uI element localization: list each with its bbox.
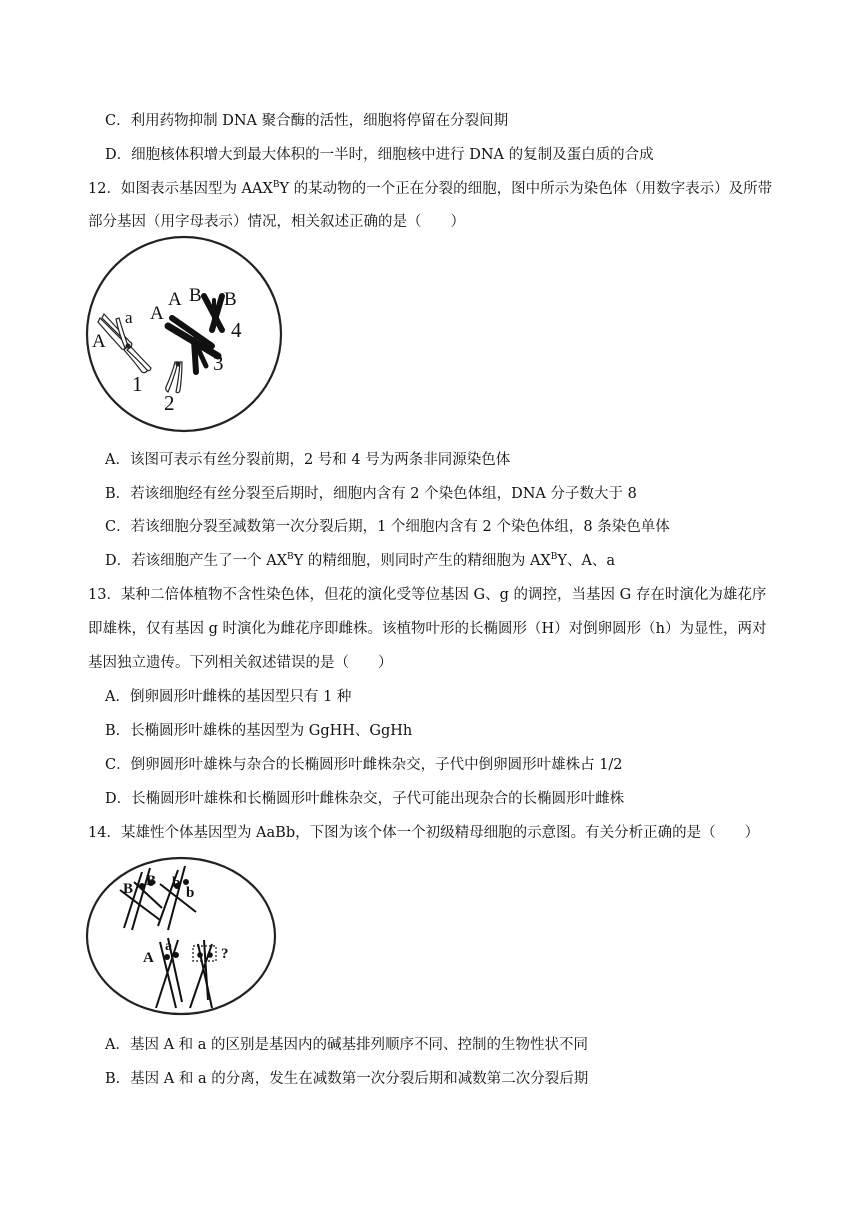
q12-gene-label: a (125, 308, 133, 327)
q14-gene-label: b (172, 875, 181, 891)
q13-option-b: B．长椭圆形叶雄株的基因型为 GgHH、GgHh (105, 723, 413, 739)
q12-gene-label: A (92, 331, 106, 352)
q12-option-a: A．该图可表示有丝分裂前期，2 号和 4 号为两条非同源染色体 (105, 452, 511, 468)
q14-gene-label: B (146, 873, 157, 889)
q11-option-d: D．细胞核体积增大到最大体积的一半时，细胞核中进行 DNA 的复制及蛋白质的合成 (105, 147, 654, 163)
q12-chromosome-number: 3 (213, 351, 224, 375)
q13-stem-line1: 13．某种二倍体植物不含性染色体，但花的演化受等位基因 G、g 的调控，当基因 G 存在时演化为雄花序 (88, 587, 767, 603)
q12-option-d: D．若该细胞产生了一个 $AX^BY$ 的精细胞，则同时产生的精细胞为 $AX^BY$、A、a (105, 552, 616, 569)
q14-gene-label: B (123, 881, 134, 897)
chromosome-pair-upper (120, 866, 196, 930)
q13-option-d: D．长椭圆形叶雄株和长椭圆形叶雌株杂交，子代可能出现杂合的长椭圆形叶雌株 (105, 791, 625, 807)
q12-gene-label: B (224, 289, 237, 310)
q12-gene-label: A (150, 303, 164, 324)
q14-gene-label: b (186, 885, 195, 901)
q12-stem-line1: 12．如图表示基因型为 $AAX^BY$ 的某动物的一个正在分裂的细胞，图中所示为染色体（用数字表示）及所带 (88, 180, 773, 197)
q12-stem-line2: 部分基因（用字母表示）情况，相关叙述正确的是（ ） (88, 214, 465, 230)
q14-option-b: B．基因 A 和 a 的分离，发生在减数第一次分裂后期和减数第二次分裂后期 (105, 1071, 589, 1087)
q14-gene-label: A (143, 950, 154, 966)
q14-option-a: A．基因 A 和 a 的区别是基因内的碱基排列顺序不同、控制的生物性状不同 (105, 1037, 589, 1053)
q11-option-c: C．利用药物抑制 DNA 聚合酶的活性，细胞将停留在分裂间期 (105, 113, 509, 129)
q12-chromosome-number: 1 (132, 372, 143, 396)
q13-stem-line2: 即雄株，仅有基因 g 时演化为雌花序即雌株。该植物叶形的长椭圆形（H）对倒卵圆形（h）为显性，两对 (88, 621, 767, 637)
q14-gene-label: ? (221, 946, 229, 962)
q13-option-c: C．倒卵圆形叶雄株与杂合的长椭圆形叶雌株杂交，子代中倒卵圆形叶雄株占 1/2 (105, 757, 623, 773)
q12-chromosome-number: 2 (164, 391, 175, 415)
q13-stem-line3: 基因独立遗传。下列相关叙述错误的是（ ） (88, 655, 393, 671)
q12-option-c: C．若该细胞分裂至减数第一次分裂后期，1 个细胞内含有 2 个染色体组，8 条染色单体 (105, 519, 670, 535)
q12-gene-label: A (168, 289, 182, 310)
q12-option-b: B．若该细胞经有丝分裂至后期时，细胞内含有 2 个染色体组，DNA 分子数大于 8 (105, 486, 637, 502)
q14-gene-label: a (165, 939, 172, 954)
q12-gene-label: B (189, 285, 202, 306)
q13-option-a: A．倒卵圆形叶雌株的基因型只有 1 种 (105, 689, 352, 705)
q14-stem: 14．某雄性个体基因型为 AaBb，下图为该个体一个初级精母细胞的示意图。有关分析正确的是（ ） (88, 825, 760, 841)
q12-chromosome-number: 4 (231, 318, 242, 342)
